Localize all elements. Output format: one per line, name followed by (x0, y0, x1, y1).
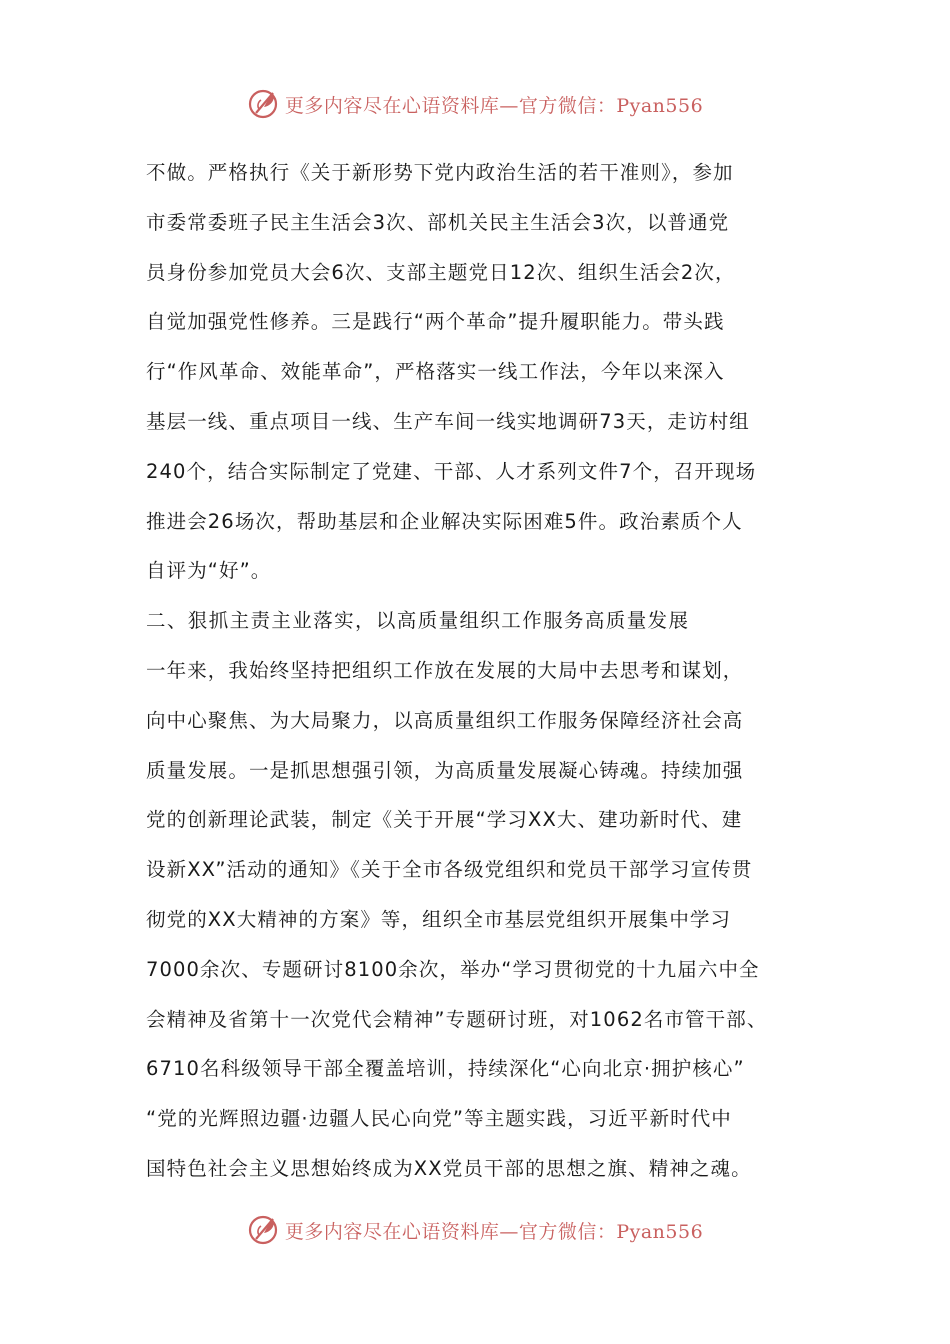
body-line: 推进会26场次，帮助基层和企业解决实际困难5件。政治素质个人 (146, 509, 743, 533)
body-line: 6710名科级领导干部全覆盖培训，持续深化“心向北京·拥护核心” (146, 1057, 745, 1081)
header-banner-text: 更多内容尽在心语资料库—官方微信：Pyan556 (284, 94, 704, 117)
quill-logo-icon (247, 87, 281, 121)
body-line: “党的光辉照边疆·边疆人民心向党”等主题实践，习近平新时代中 (146, 1107, 732, 1131)
body-line: 党的创新理论武装，制定《关于开展“学习XX大、建功新时代、建 (146, 808, 743, 832)
body-line: 彻党的XX大精神的方案》等，组织全市基层党组织开展集中学习 (146, 907, 732, 931)
body-line: 一年来，我始终坚持把组织工作放在发展的大局中去思考和谋划， (146, 658, 744, 682)
body-line: 基层一线、重点项目一线、生产车间一线实地调研73天，走访村组 (146, 409, 750, 433)
body-line: 自评为“好”。 (146, 559, 272, 583)
body-line: 会精神及省第十一次党代会精神”专题研讨班，对1062名市管干部、 (146, 1007, 768, 1031)
body-line: 7000余次、专题研讨8100余次，举办“学习贯彻党的十九届六中全 (146, 957, 760, 981)
body-line: 不做。严格执行《关于新形势下党内政治生活的若干准则》，参加 (146, 161, 734, 184)
footer-banner-text: 更多内容尽在心语资料库—官方微信：Pyan556 (284, 1220, 704, 1243)
footer-banner (0, 1210, 950, 1250)
body-line: 设新XX”活动的通知》《关于全市各级党组织和党员干部学习宣传贯 (146, 858, 753, 882)
document-body (146, 148, 826, 1194)
body-line: 240个，结合实际制定了党建、干部、人才系列文件7个，召开现场 (146, 459, 757, 483)
section-heading: 二、狠抓主责主业落实，以高质量组织工作服务高质量发展 (146, 609, 690, 633)
body-line: 国特色社会主义思想始终成为XX党员干部的思想之旗、精神之魂。 (146, 1156, 752, 1180)
body-line: 自觉加强党性修养。三是践行“两个革命”提升履职能力。带头践 (146, 310, 725, 334)
header-banner (0, 84, 950, 124)
body-line: 员身份参加党员大会6次、支部主题党日12次、组织生活会2次， (146, 260, 736, 284)
body-line: 向中心聚焦、为大局聚力，以高质量组织工作服务保障经济社会高 (146, 708, 744, 732)
body-line: 市委常委班子民主生活会3次、部机关民主生活会3次，以普通党 (146, 210, 730, 234)
body-line: 质量发展。一是抓思想强引领，为高质量发展凝心铸魂。持续加强 (146, 758, 744, 782)
quill-logo-icon (247, 1213, 281, 1247)
body-line: 行“作风革命、效能革命”，严格落实一线工作法，今年以来深入 (146, 360, 725, 384)
